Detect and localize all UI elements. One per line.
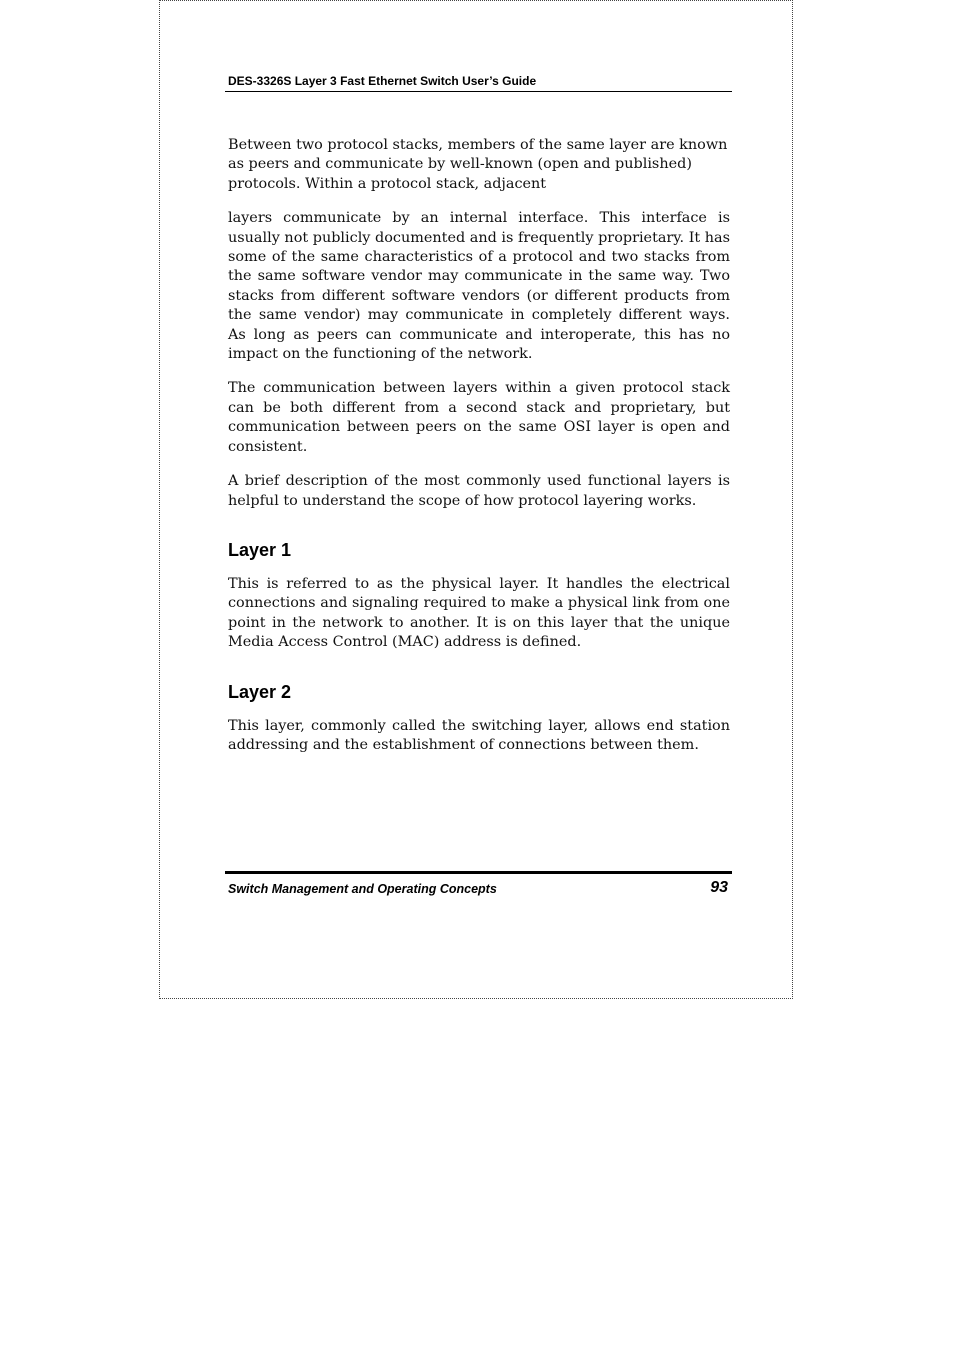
footer-section-title: Switch Management and Operating Concepts — [228, 882, 497, 896]
paragraph-layer-1: This is referred to as the physical layer. It handles the electrical connections and signaling required to make a physical link from one point in the network to another. It is on this layer that the unique Media Access Control (MAC) address is defined. — [228, 575, 730, 651]
page-body — [228, 136, 730, 755]
paragraph-brief-description: A brief description of the most commonly used functional layers is helpful to understand the scope of how protocol layering works. — [228, 473, 730, 509]
paragraph-layer-2: This layer, commonly called the switching layer, allows end station addressing and the establishment of connections between them. — [228, 717, 730, 753]
heading-layer-2: Layer 2 — [228, 681, 292, 702]
paragraph-layer-communication: The communication between layers within a given protocol stack can be both different from a second stack and proprietary, but communication between peers on the same OSI layer is open and consistent. — [228, 380, 730, 455]
header-title: DES-3326S Layer 3 Fast Ethernet Switch User’s Guide — [228, 74, 537, 88]
heading-layer-1: Layer 1 — [228, 539, 292, 560]
footer-rule — [225, 871, 732, 874]
paragraph-internal-interface: layers communicate by an internal interface. This interface is usually not publicly documented and is frequently proprietary. It has some of the same characteristics of a protocol and two stacks from the same software vendor may communicate in the same way. Two stacks from different software vendors (or different products from the same vendor) may communicate in completely different ways. As long as peers can communicate and interoperate, this has no impact on the functioning of the network. — [228, 210, 730, 363]
paragraph-protocol-stacks: Between two protocol stacks, members of the same layer are known as peers and communicate by well-known (open and published) protocols. Within a protocol stack, adjacent — [228, 137, 728, 192]
running-header — [225, 73, 732, 92]
page-number: 93 — [710, 879, 728, 896]
